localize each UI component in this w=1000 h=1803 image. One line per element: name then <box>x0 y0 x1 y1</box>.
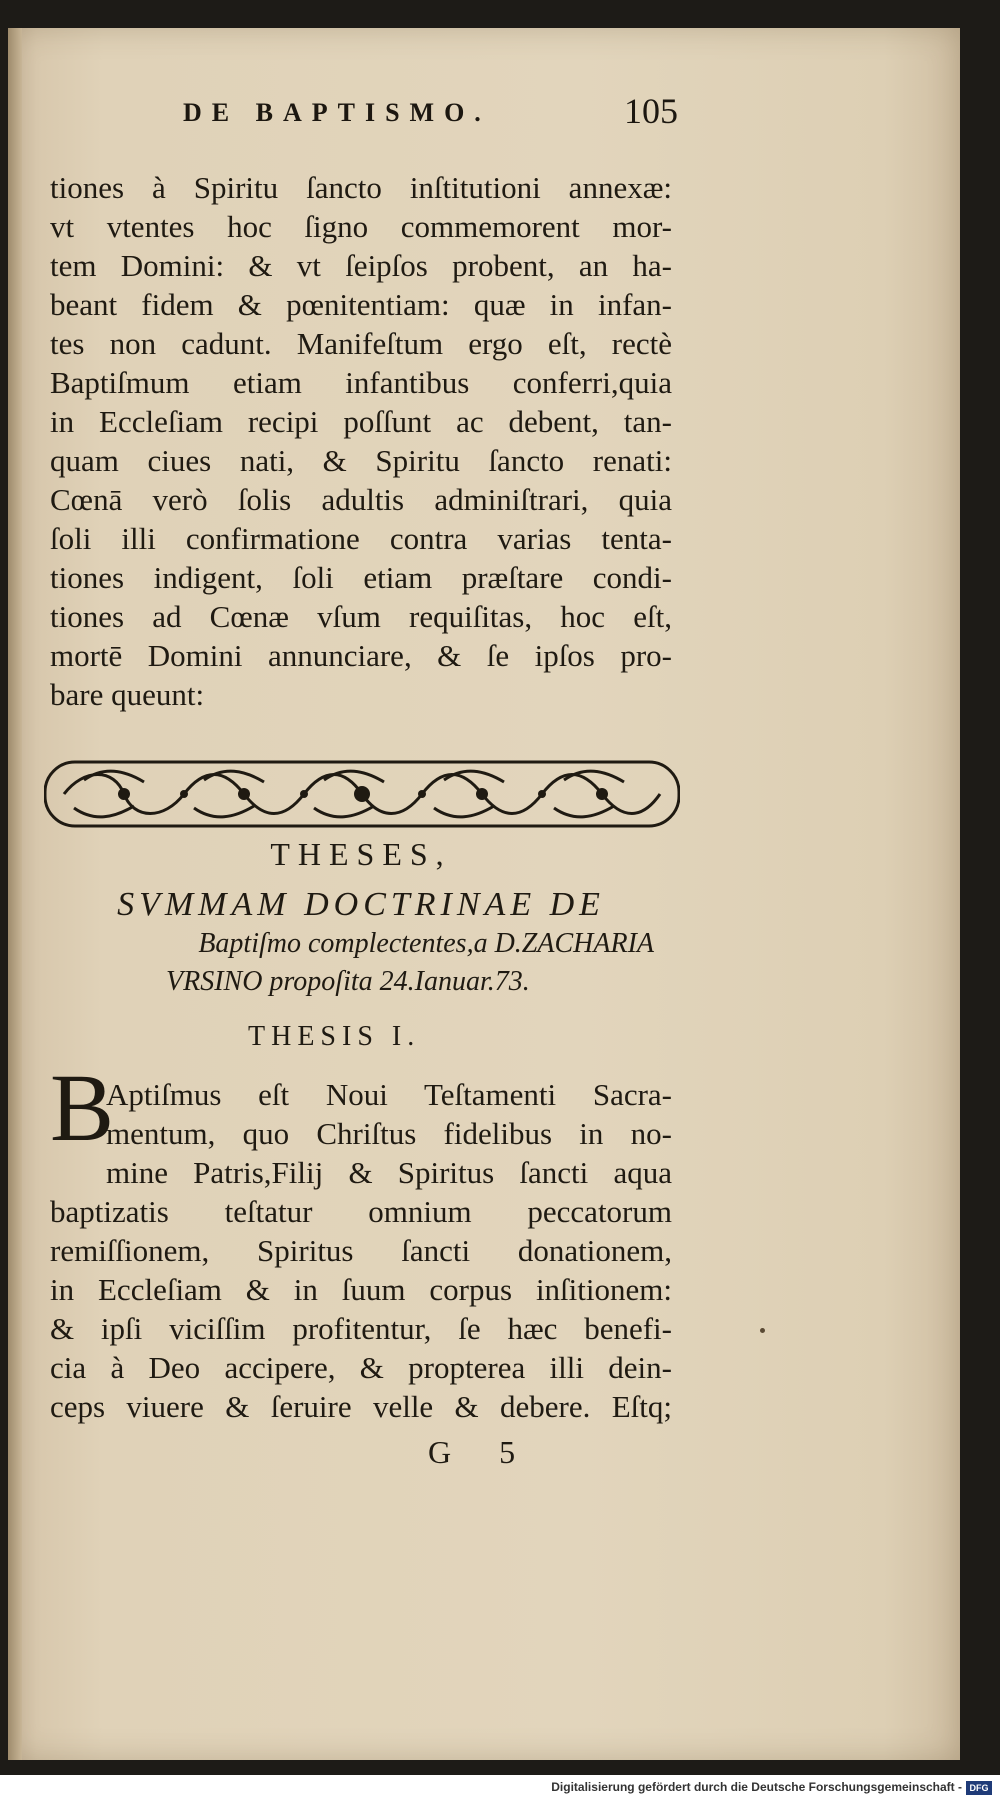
footer-bar <box>0 1775 1000 1803</box>
text-line: Cœnā verò ſolis adultis adminiſtrari, quia <box>50 482 672 517</box>
text-line: remiſſionem, Spiritus ſancti donationem, <box>50 1233 672 1268</box>
text-line: ceps viuere & ſeruire velle & debere. Eſtq; <box>50 1389 672 1424</box>
text-line: tiones à Spiritu ſancto inſtitutioni annexæ: <box>50 170 672 205</box>
text-line: baptizatis teſtatur omnium peccatorum <box>50 1194 672 1229</box>
text-line: cia à Deo accipere, & propterea illi dein- <box>50 1350 672 1385</box>
page-number: 105 <box>624 91 678 131</box>
text-line: ſoli illi confirmatione contra varias tenta- <box>50 521 672 556</box>
text-line: quam ciues nati, & Spiritu ſancto renati: <box>50 443 672 478</box>
theses-attribution-line: Baptiſmo complectentes,a D.ZACHARIA <box>198 928 654 959</box>
paragraph-2 <box>50 1075 672 1426</box>
text-line: mentum, quo Chriſtus fidelibus in no- <box>106 1116 672 1151</box>
running-title: DE BAPTISMO. <box>183 98 491 127</box>
text-line: in Eccleſiam & in ſuum corpus inſitionem: <box>50 1272 672 1307</box>
ornamental-headpiece <box>44 758 680 830</box>
text-line: in Eccleſiam recipi poſſunt ac debent, tan- <box>50 404 672 439</box>
text-line: tiones ad Cœnæ vſum requiſitas, hoc eſt, <box>50 599 672 634</box>
theses-subtitle: SVMMAM DOCTRINAE DE <box>117 886 605 923</box>
paper-speck <box>760 1328 765 1333</box>
text-line: tem Domini: & vt ſeipſos probent, an ha- <box>50 248 672 283</box>
text-line: mine Patris,Filij & Spiritus ſancti aqua <box>106 1155 672 1190</box>
dfg-logo: DFG <box>966 1781 992 1795</box>
text-line: vt vtentes hoc ſigno commemorent mor- <box>50 209 672 244</box>
paragraph-1 <box>50 168 672 714</box>
text-line: & ipſi viciſſim profitentur, ſe hæc benefi- <box>50 1311 672 1346</box>
drop-cap: B <box>50 1054 115 1161</box>
text-line: tes non cadunt. Manifeſtum ergo eſt, rectè <box>50 326 672 361</box>
text-line: mortē Domini annunciare, & ſe ipſos pro- <box>50 638 672 673</box>
funding-credit: Digitalisierung gefördert durch die Deutsche Forschungsgemeinschaft - <box>551 1780 962 1794</box>
page-gutter-edge <box>8 28 22 1760</box>
theses-date-line: VRSINO propoſita 24.Ianuar.73. <box>166 966 530 997</box>
book-page <box>8 28 960 1760</box>
signature-mark: G 5 <box>428 1434 536 1470</box>
text-line: beant fidem & pœnitentiam: quæ in infan- <box>50 287 672 322</box>
thesis-heading: THESIS I. <box>248 1021 421 1052</box>
theses-title: THESES, <box>270 836 452 872</box>
text-line: Aptiſmus eſt Noui Teſtamenti Sacra- <box>106 1077 672 1112</box>
text-line: Baptiſmum etiam infantibus conferri,quia <box>50 365 672 400</box>
running-head <box>48 90 928 140</box>
text-line: tiones indigent, ſoli etiam præſtare condi- <box>50 560 672 595</box>
text-line: bare queunt: <box>50 677 205 712</box>
